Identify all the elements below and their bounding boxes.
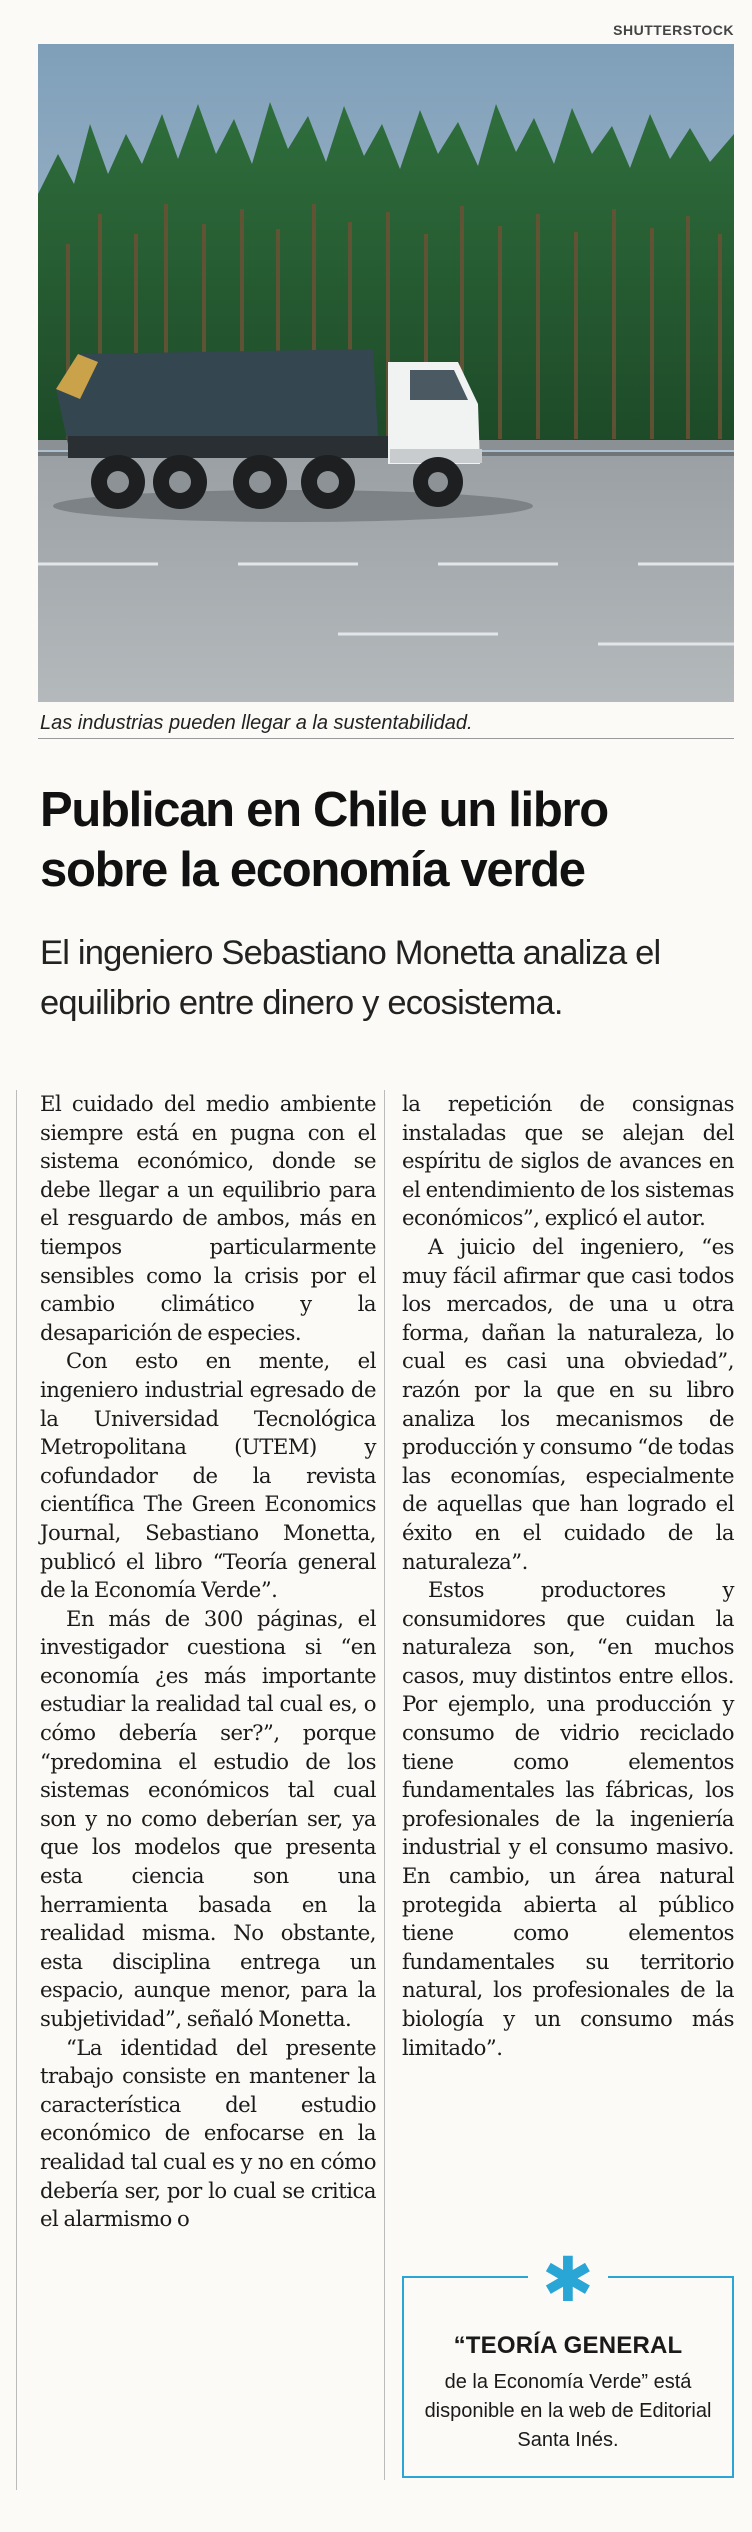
info-box-title: “TEORÍA GENERAL — [453, 2332, 683, 2359]
photo-credit: SHUTTERSTOCK — [613, 22, 734, 38]
photo-caption: Las industrias pueden llegar a la sustentabilidad. — [40, 712, 473, 734]
body-paragraph: “La identidad del presente trabajo consiste en mantener la característica del estudio económico de enfocarse en la realidad tal cual es y no en cómo debería ser, por lo cual se critica el alarmismo o — [40, 2034, 376, 2232]
body-paragraph: En más de 300 páginas, el investigador cuestiona si “en economía ¿es más importante estudiar la realidad tal cual es, o cómo debería ser?”, porque “predomina el estudio de los sistemas económicos tal cual son y no como deberían ser, ya que los modelos que presenta esta ciencia son una herramienta basada en la realidad misma. No obstante, esta disciplina entrega un espacio, aunque menor, para la subjetividad”, señaló Monetta. — [40, 1605, 376, 2031]
article-photo — [38, 44, 734, 702]
body-paragraph: la repetición de consignas instaladas que se alejan del espíritu de siglos de avances en el entendimiento de los sistemas económicos”, explicó el autor. — [402, 1091, 734, 1231]
article-column-right — [402, 1090, 734, 2062]
column-divider — [384, 1090, 385, 2480]
info-box-header — [398, 2243, 738, 2316]
article-column-left — [40, 1090, 376, 2234]
body-paragraph: El cuidado del medio ambiente siempre está en pugna con el sistema económico, donde se debe llegar a un equilibrio para el resguardo de ambos, más en tiempos particularmente sensibles como la crisis por el cambio climático y la desaparición de especies. — [40, 1091, 376, 1345]
body-paragraph: Estos productores y consumidores que cuidan la naturaleza son, “en muchos casos, muy distintos entre ellos. Por ejemplo, una producción y consumo de vidrio reciclado tiene como elementos fundamentales las fábricas, los profesionales de la ingeniería industrial y el consumo masivo. En cambio, un área natural protegida abierta al público tiene como elementos fundamentales su territorio natural, los profesionales de la biología y un consumo más limitado”. — [402, 1577, 734, 2060]
page-frame-line — [16, 1090, 17, 2490]
article-subheadline: El ingeniero Sebastiano Monetta analiza el equilibrio entre dinero y ecosistema. — [40, 934, 661, 1022]
info-box-text: de la Economía Verde” está disponible en la web de Editorial Santa Inés. — [424, 2371, 712, 2451]
article-headline: Publican en Chile un libro sobre la economía verde — [40, 783, 608, 897]
caption-divider — [38, 738, 734, 739]
asterisk-icon: ✱ — [528, 2252, 608, 2308]
truck-photo-illustration — [38, 44, 734, 702]
body-paragraph: A juicio del ingeniero, “es muy fácil afirmar que casi todos los mercados, de una u otra forma, dañan la naturaleza, lo cual es casi una obviedad”, razón por la que en su libro analiza los mecanismos de producción y consumo “de todas las economías, especialmente de aquellas que han logrado el éxito en el cuidado de la naturaleza”. — [402, 1233, 734, 1574]
body-paragraph: Con esto en mente, el ingeniero industrial egresado de la Universidad Tecnológica Metropolitana (UTEM) y cofundador de la revista científica The Green Economics Journal, Sebastiano Monetta, publicó el libro “Teoría general de la Economía Verde”. — [40, 1348, 376, 1603]
